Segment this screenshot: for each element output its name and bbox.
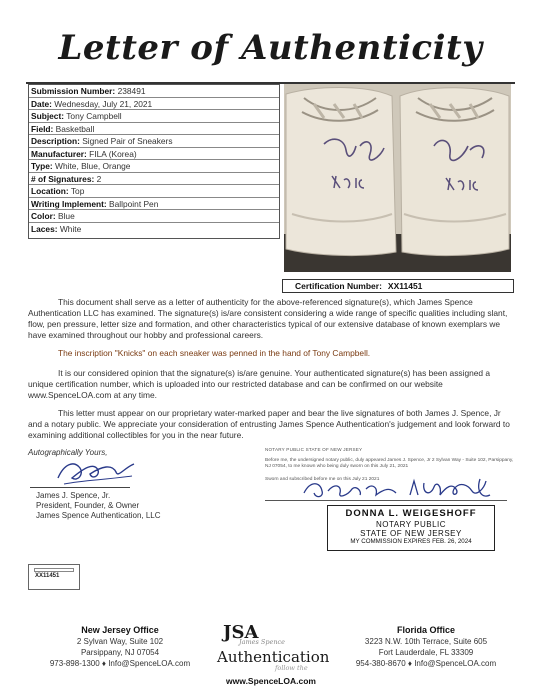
- paragraph-opinion: It is our considered opinion that the signature(s) is/are genuine. Your authenticated signature(s) has been assigned a unique certification number, which is uploaded into our restricted database and can be confirmed on our website www.SpenceLOA.com at any time.: [28, 368, 491, 400]
- detail-row: [29, 135, 279, 148]
- signer-role: President, Founder, & Owner: [36, 501, 140, 510]
- notary-header: NOTARY PUBLIC STATE OF NEW JERSEY: [265, 447, 363, 452]
- signer-company: James Spence Authentication, LLC: [36, 511, 161, 520]
- logo-follow: follow the: [275, 664, 308, 672]
- office-new-jersey: [40, 625, 200, 669]
- detail-value: Blue: [57, 211, 75, 221]
- notary-signature-line: [265, 500, 507, 501]
- notary-stamp: [327, 505, 495, 551]
- detail-row: [29, 185, 279, 198]
- office-fl-line3: 954-380-8670 ♦ Info@SpenceLOA.com: [355, 659, 497, 668]
- detail-label: Date:: [31, 98, 52, 109]
- logo-authentication: Authentication: [217, 648, 330, 666]
- office-fl-heading: Florida Office: [396, 625, 455, 635]
- office-nj-heading: New Jersey Office: [81, 625, 159, 635]
- detail-value: 238491: [117, 86, 146, 96]
- detail-label: Field:: [31, 123, 54, 134]
- sticker-barcode: [34, 568, 74, 572]
- detail-row: [29, 123, 279, 136]
- paragraph-inscription: The inscription "Knicks" on each sneaker was penned in the hand of Tony Campbell.: [58, 348, 371, 358]
- detail-value: FILA (Korea): [89, 148, 137, 159]
- detail-label: Writing Implement:: [31, 198, 107, 209]
- detail-label: Description:: [31, 136, 80, 146]
- office-fl-line2: Fort Lauderdale, FL 33309: [378, 648, 474, 657]
- office-nj-line1: 2 Sylvan Way, Suite 102: [76, 637, 164, 646]
- certification-sticker: [28, 564, 80, 590]
- sneaker-photo-graphic: [284, 84, 511, 272]
- logo-jsa: JSA: [223, 622, 259, 643]
- detail-row: [29, 173, 279, 186]
- detail-row: [29, 160, 279, 173]
- sneaker-photo: [284, 84, 511, 272]
- detail-value: Signed Pair of Sneakers: [82, 136, 173, 146]
- detail-label: Type:: [31, 161, 53, 171]
- office-nj-line2: Parsippany, NJ 07054: [80, 648, 160, 657]
- certification-number: XX11451: [387, 281, 423, 291]
- signer-name: James J. Spence, Jr.: [36, 491, 111, 500]
- certification-box: [282, 279, 514, 293]
- detail-row: [29, 148, 279, 161]
- stamp-name: DONNA L. WEIGESHOFF: [345, 508, 477, 519]
- detail-label: # of Signatures:: [31, 173, 95, 184]
- detail-row: [29, 85, 279, 98]
- detail-row: [29, 110, 279, 123]
- notary-statement: Before me, the undersigned notary public, duly appeared James J. Spence, Jr 2 Sylvan Way - Suite 102, Parsippany, NJ 07054, to me known who being duly sworn on this July 21, 2021: [265, 457, 514, 469]
- detail-label: Laces:: [31, 223, 58, 234]
- office-florida: [336, 625, 516, 669]
- detail-row: [29, 198, 279, 211]
- detail-value: Tony Campbell: [66, 111, 122, 121]
- signer-block: [36, 491, 161, 521]
- office-fl-line1: 3223 N.W. 10th Terrace, Suite 605: [364, 637, 488, 646]
- detail-label: Subject:: [31, 111, 65, 121]
- detail-value: 2: [96, 173, 102, 184]
- logo-tag: James Spence: [239, 638, 286, 646]
- paragraph-authenticity: This document shall serve as a letter of authenticity for the above-referenced signature(s), which James Spence Authentication LLC has examined. The signature(s) is/are consistent considering a wide range of specific qualities including slant, flow, pen pressure, letter size and formation, and other characteristics typical of our extensive database of known exemplars we have examined throughout our hobby and professional careers.: [28, 297, 508, 340]
- details-table: [28, 84, 280, 239]
- office-nj-line3: 973-898-1300 ♦ Info@SpenceLOA.com: [49, 659, 191, 668]
- paragraph-requirements: This letter must appear on our proprietary water-marked paper and bear the live signatures of both James J. Spence, Jr and a notary public. We appreciate your consideration of entrusting James Spence Authentication's judgement and look forward to examining additional collectibles for you in the near future.: [28, 408, 510, 440]
- detail-row: [29, 210, 279, 223]
- page-title: Letter of Authenticity: [58, 28, 483, 68]
- detail-label: Color:: [31, 211, 56, 221]
- notary-signature: [300, 475, 500, 503]
- detail-value: Ballpoint Pen: [109, 198, 159, 209]
- certification-label: Certification Number:: [295, 281, 382, 291]
- spence-signature: [54, 454, 144, 488]
- detail-label: Location:: [31, 186, 69, 196]
- stamp-state: STATE OF NEW JERSEY: [360, 529, 462, 538]
- closing-salutation: Autographically Yours,: [28, 448, 108, 457]
- signature-line: [30, 487, 130, 488]
- stamp-expiry: MY COMMISSION EXPIRES FEB. 26, 2024: [350, 538, 472, 545]
- notary-sworn: Sworn and subscribed before me on this July 21 2021: [265, 476, 380, 482]
- detail-value: White, Blue, Orange: [55, 161, 131, 171]
- detail-value: Top: [70, 186, 85, 196]
- detail-value: Basketball: [55, 123, 95, 134]
- sticker-number: XX11451: [35, 573, 60, 579]
- detail-value: White: [59, 223, 82, 234]
- detail-row: [29, 223, 279, 236]
- stamp-role: NOTARY PUBLIC: [375, 520, 447, 529]
- website-link[interactable]: www.SpenceLOA.com: [226, 676, 316, 686]
- detail-label: Submission Number:: [31, 86, 116, 96]
- detail-row: [29, 98, 279, 111]
- detail-label: Manufacturer:: [31, 148, 87, 159]
- jsa-logo: [205, 616, 337, 698]
- detail-value: Wednesday, July 21, 2021: [54, 98, 153, 109]
